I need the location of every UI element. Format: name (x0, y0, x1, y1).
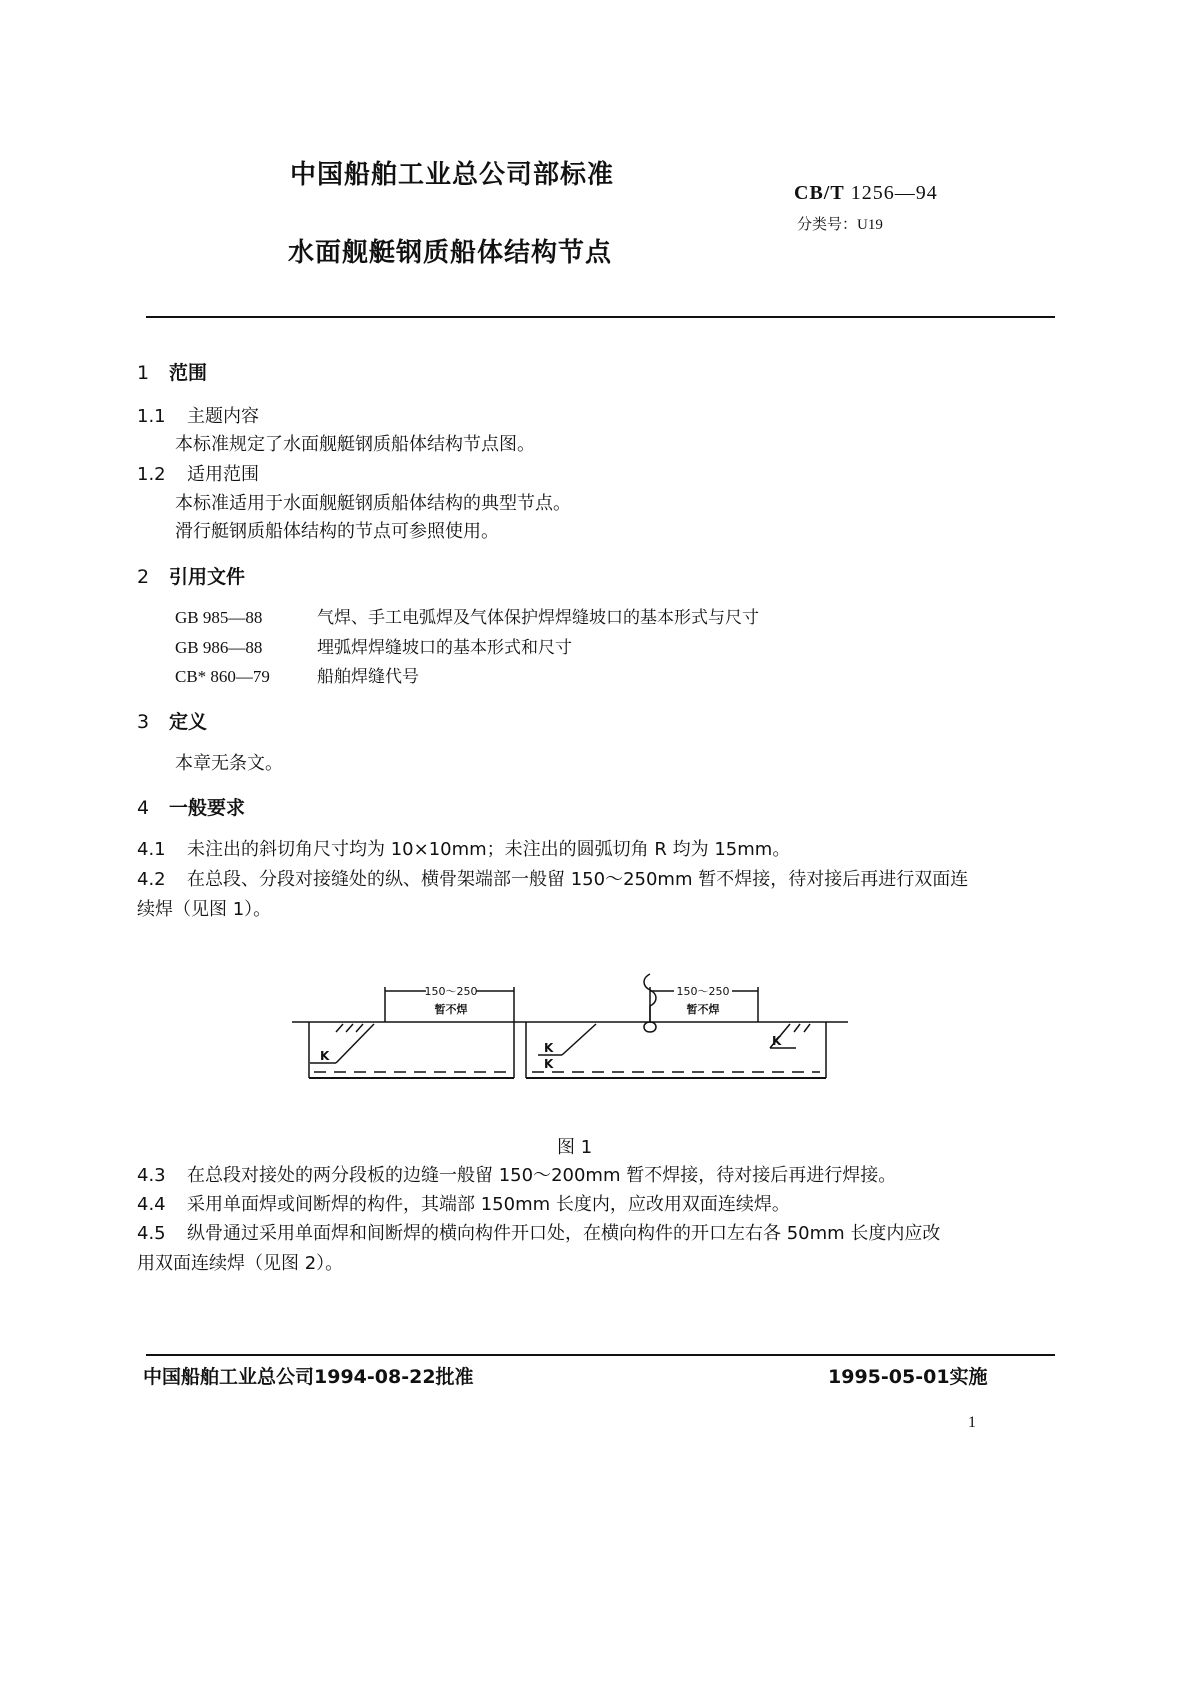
left-weld-leader (336, 1024, 374, 1063)
section-title: 主题内容 (187, 406, 259, 427)
figure-1-diagram (280, 960, 860, 1100)
section-title: 引用文件 (169, 566, 246, 588)
clause-4-4 (137, 1190, 790, 1216)
figure-k-right: K (772, 1034, 782, 1048)
reference-item (175, 662, 419, 687)
clause-text: 纵骨通过采用单面焊和间断焊的横向构件开口处，在横向构件的开口左右各 50mm 长度内应改 (187, 1223, 941, 1244)
section-number: 4 (137, 797, 150, 819)
footer-divider (146, 1354, 1055, 1356)
section-number: 1.2 (137, 464, 166, 485)
section-title: 范围 (169, 362, 208, 384)
section-1-1-text: 本标准规定了水面舰艇钢质船体结构节点图。 (175, 434, 535, 455)
standard-code-prefix: CB/T (794, 182, 845, 204)
standard-code (794, 182, 938, 205)
clause-4-2-continuation: 续焊（见图 1）。 (137, 899, 272, 920)
figure-dimension-right: 150～250 (676, 985, 730, 998)
figure-note-right: 暂不焊 (686, 1003, 720, 1016)
approval-note: 中国船舶工业总公司1994-08-22批准 (143, 1366, 474, 1388)
reference-code: CB* 860—79 (175, 667, 270, 686)
clause-text: 在总段、分段对接缝处的纵、横骨架端部一般留 150～250mm 暂不焊接，待对接后再进行双面连 (187, 869, 969, 890)
clause-4-3 (137, 1161, 896, 1187)
document-title: 水面舰艇钢质船体结构节点 (288, 238, 613, 268)
clause-number: 4.2 (137, 869, 166, 890)
figure-dimension-left: 150～250 (424, 985, 478, 998)
figure-note-left: 暂不焊 (434, 1003, 468, 1016)
classification-number: 分类号：U19 (797, 217, 883, 233)
reference-item (175, 633, 572, 658)
reference-title: 气焊、手工电弧焊及气体保护焊焊缝坡口的基本形式与尺寸 (317, 608, 759, 628)
org-standard-title: 中国船舶工业总公司部标准 (290, 160, 615, 190)
figure-k-middle-top: K (544, 1041, 554, 1055)
effective-date: 1995-05-01实施 (828, 1366, 988, 1388)
clause-number: 4.3 (137, 1165, 166, 1186)
section-2-heading (137, 562, 245, 589)
clause-text: 采用单面焊或间断焊的构件，其端部 150mm 长度内，应改用双面连续焊。 (187, 1194, 790, 1215)
clause-text: 在总段对接处的两分段板的边缝一般留 150～200mm 暂不焊接，待对接后再进行焊接。 (187, 1165, 897, 1186)
section-title: 一般要求 (169, 797, 246, 819)
section-3-heading (137, 707, 207, 734)
section-4-heading (137, 793, 245, 820)
section-number: 2 (137, 566, 150, 588)
clause-4-1 (137, 835, 790, 861)
clause-number: 4.1 (137, 839, 166, 860)
clause-4-5 (137, 1219, 940, 1245)
section-1-heading (137, 358, 207, 385)
clause-number: 4.4 (137, 1194, 166, 1215)
reference-code: GB 985—88 (175, 608, 263, 627)
clause-4-5-continuation: 用双面连续焊（见图 2）。 (137, 1253, 344, 1274)
standard-code-number: 1256—94 (850, 182, 938, 204)
section-1-1-heading (137, 402, 259, 428)
middle-weld-leader (562, 1024, 596, 1055)
clause-4-2 (137, 865, 968, 891)
figure-1-caption: 图 1 (557, 1137, 593, 1158)
clause-number: 4.5 (137, 1223, 166, 1244)
section-1-2-text-2: 滑行艇钢质船体结构的节点可参照使用。 (175, 521, 499, 542)
reference-title: 船舶焊缝代号 (317, 667, 419, 687)
section-number: 3 (137, 711, 150, 733)
reference-code: GB 986—88 (175, 638, 263, 657)
reference-title: 埋弧焊焊缝坡口的基本形式和尺寸 (317, 638, 572, 658)
section-1-2-heading (137, 460, 259, 486)
section-title: 定义 (169, 711, 208, 733)
section-number: 1 (137, 362, 150, 384)
reference-item (175, 603, 759, 628)
page-number: 1 (968, 1414, 976, 1431)
figure-k-middle-bottom: K (544, 1057, 554, 1071)
section-number: 1.1 (137, 406, 166, 427)
header-divider (146, 316, 1055, 318)
section-title: 适用范围 (187, 464, 259, 485)
clause-text: 未注出的斜切角尺寸均为 10×10mm；未注出的圆弧切角 R 均为 15mm。 (187, 839, 791, 860)
figure-k-left: K (320, 1049, 330, 1063)
section-3-text: 本章无条文。 (175, 753, 283, 774)
section-1-2-text-1: 本标准适用于水面舰艇钢质船体结构的典型节点。 (175, 493, 571, 514)
